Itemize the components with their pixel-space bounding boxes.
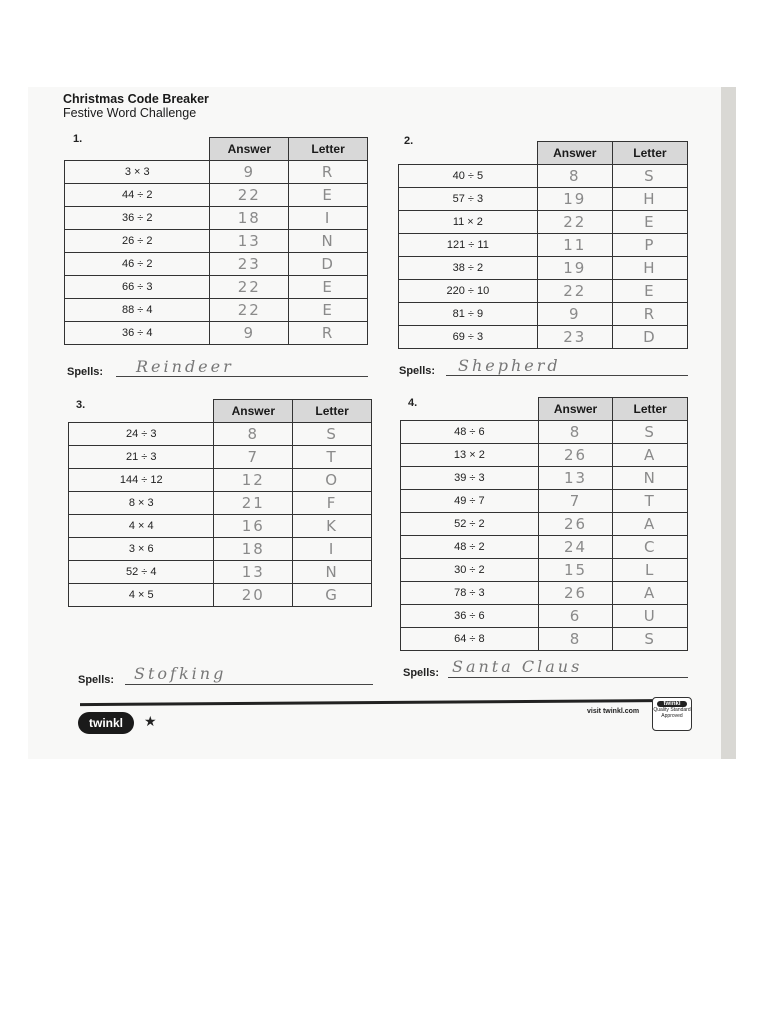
table-row: [399, 165, 688, 188]
letter-cell[interactable]: F: [293, 492, 372, 515]
answer-cell[interactable]: 16: [214, 515, 293, 538]
letter-cell[interactable]: N: [613, 467, 688, 490]
section-number: 3.: [76, 399, 86, 411]
sum-cell: 52 ÷ 2: [401, 513, 539, 536]
answer-cell[interactable]: 26: [538, 582, 613, 605]
code-table: [64, 137, 368, 345]
page-subtitle: Festive Word Challenge: [63, 106, 197, 120]
sum-cell: 30 ÷ 2: [401, 559, 539, 582]
sum-cell: 81 ÷ 9: [399, 303, 538, 326]
letter-cell[interactable]: S: [613, 421, 688, 444]
answer-cell[interactable]: 26: [538, 444, 613, 467]
spells-line: [448, 677, 688, 678]
answer-cell[interactable]: 11: [537, 234, 612, 257]
answer-cell[interactable]: 13: [538, 467, 613, 490]
table-row: [401, 444, 688, 467]
table-row: [65, 322, 368, 345]
sum-cell: 52 ÷ 4: [69, 561, 214, 584]
answer-cell[interactable]: 20: [214, 584, 293, 607]
spells-line: [116, 376, 368, 377]
twinkl-logo: twinkl: [78, 712, 134, 734]
letter-cell[interactable]: L: [613, 559, 688, 582]
table-header: [65, 138, 368, 161]
letter-cell[interactable]: N: [293, 561, 372, 584]
header-blank: [65, 138, 210, 161]
letter-cell[interactable]: D: [289, 253, 368, 276]
table-header: [399, 142, 688, 165]
code-table: [68, 399, 372, 607]
answer-cell[interactable]: 9: [210, 161, 289, 184]
letter-cell[interactable]: T: [293, 446, 372, 469]
spells-line: [125, 684, 373, 685]
header-answer: Answer: [210, 138, 289, 161]
header-blank: [69, 400, 214, 423]
table-row: [401, 628, 688, 651]
table-row: [69, 492, 372, 515]
table-row: [401, 536, 688, 559]
letter-cell[interactable]: R: [289, 322, 368, 345]
letter-cell[interactable]: T: [613, 490, 688, 513]
answer-cell[interactable]: 22: [210, 299, 289, 322]
answer-cell[interactable]: 26: [538, 513, 613, 536]
visit-link[interactable]: visit twinkl.com: [587, 708, 640, 715]
sum-cell: 3 × 3: [65, 161, 210, 184]
answer-cell[interactable]: 13: [214, 561, 293, 584]
spells-answer: Reindeer: [136, 357, 234, 376]
header-answer: Answer: [537, 142, 612, 165]
spells-label: Spells:: [403, 667, 440, 679]
answer-cell[interactable]: 9: [537, 303, 612, 326]
letter-cell[interactable]: E: [289, 299, 368, 322]
letter-cell[interactable]: E: [289, 184, 368, 207]
spells-label: Spells:: [399, 365, 436, 377]
section-number: 2.: [404, 135, 414, 147]
answer-cell[interactable]: 15: [538, 559, 613, 582]
table-row: [69, 423, 372, 446]
letter-cell[interactable]: G: [293, 584, 372, 607]
quality-badge: [652, 697, 692, 731]
letter-cell[interactable]: S: [612, 165, 687, 188]
section-number: 4.: [408, 397, 418, 409]
letter-cell[interactable]: R: [289, 161, 368, 184]
table-row: [399, 188, 688, 211]
letter-cell[interactable]: H: [612, 257, 687, 280]
header-answer: Answer: [214, 400, 293, 423]
header-letter: Letter: [612, 142, 687, 165]
table-row: [65, 207, 368, 230]
table-row: [65, 299, 368, 322]
answer-cell[interactable]: 8: [214, 423, 293, 446]
sum-cell: 36 ÷ 2: [65, 207, 210, 230]
sum-cell: 69 ÷ 3: [399, 326, 538, 349]
letter-cell[interactable]: E: [612, 280, 687, 303]
sum-cell: 38 ÷ 2: [399, 257, 538, 280]
sum-cell: 4 × 5: [69, 584, 214, 607]
table-header: [69, 400, 372, 423]
badge-text: Quality Standard Approved: [653, 707, 691, 719]
answer-cell[interactable]: 19: [537, 188, 612, 211]
worksheet: [28, 87, 721, 759]
table-row: [69, 515, 372, 538]
answer-cell[interactable]: 18: [214, 538, 293, 561]
header-blank: [399, 142, 538, 165]
answer-cell[interactable]: 8: [537, 165, 612, 188]
answer-cell[interactable]: 24: [538, 536, 613, 559]
answer-cell[interactable]: 12: [214, 469, 293, 492]
table-row: [401, 490, 688, 513]
table-row: [65, 161, 368, 184]
table-row: [401, 421, 688, 444]
letter-cell[interactable]: I: [293, 538, 372, 561]
sum-cell: 48 ÷ 2: [401, 536, 539, 559]
answer-cell[interactable]: 6: [538, 605, 613, 628]
answer-cell[interactable]: 21: [214, 492, 293, 515]
answer-cell[interactable]: 7: [214, 446, 293, 469]
table-row: [401, 513, 688, 536]
star-icon: ★: [144, 713, 157, 729]
code-table: [400, 397, 688, 651]
letter-cell[interactable]: U: [613, 605, 688, 628]
header-letter: Letter: [289, 138, 368, 161]
answer-cell[interactable]: 13: [210, 230, 289, 253]
answer-cell[interactable]: 8: [538, 421, 613, 444]
letter-cell[interactable]: E: [289, 276, 368, 299]
letter-cell[interactable]: O: [293, 469, 372, 492]
table-row: [65, 230, 368, 253]
table-row: [65, 253, 368, 276]
sum-cell: 88 ÷ 4: [65, 299, 210, 322]
page-title: Christmas Code Breaker: [63, 92, 209, 106]
letter-cell[interactable]: N: [289, 230, 368, 253]
header-letter: Letter: [613, 398, 688, 421]
sum-cell: 21 ÷ 3: [69, 446, 214, 469]
table-row: [69, 561, 372, 584]
answer-cell[interactable]: 7: [538, 490, 613, 513]
answer-cell[interactable]: 22: [210, 276, 289, 299]
table-row: [401, 582, 688, 605]
letter-cell[interactable]: A: [613, 582, 688, 605]
letter-cell[interactable]: D: [612, 326, 687, 349]
sum-cell: 24 ÷ 3: [69, 423, 214, 446]
sum-cell: 66 ÷ 3: [65, 276, 210, 299]
table-row: [399, 303, 688, 326]
table-header: [401, 398, 688, 421]
spells-line: [446, 375, 688, 376]
sheet-edge: [721, 87, 736, 759]
photo-background: [28, 87, 736, 759]
table-row: [399, 211, 688, 234]
letter-cell[interactable]: A: [613, 513, 688, 536]
letter-cell[interactable]: I: [289, 207, 368, 230]
section-number: 1.: [73, 133, 83, 145]
spells-label: Spells:: [78, 674, 115, 686]
sum-cell: 40 ÷ 5: [399, 165, 538, 188]
table-row: [399, 257, 688, 280]
sum-cell: 48 ÷ 6: [401, 421, 539, 444]
spells-answer: Santa Claus: [452, 657, 583, 676]
table-row: [399, 326, 688, 349]
table-row: [399, 234, 688, 257]
table-row: [69, 538, 372, 561]
header-letter: Letter: [293, 400, 372, 423]
table-row: [69, 446, 372, 469]
spells-label: Spells:: [67, 366, 104, 378]
letter-cell[interactable]: P: [612, 234, 687, 257]
sum-cell: 64 ÷ 8: [401, 628, 539, 651]
table-row: [401, 559, 688, 582]
answer-cell[interactable]: 19: [537, 257, 612, 280]
code-table: [398, 141, 688, 349]
table-row: [69, 469, 372, 492]
sum-cell: 11 × 2: [399, 211, 538, 234]
table-row: [69, 584, 372, 607]
table-row: [401, 467, 688, 490]
sum-cell: 49 ÷ 7: [401, 490, 539, 513]
header-blank: [401, 398, 539, 421]
answer-cell[interactable]: 18: [210, 207, 289, 230]
sum-cell: 4 × 4: [69, 515, 214, 538]
letter-cell[interactable]: R: [612, 303, 687, 326]
sum-cell: 26 ÷ 2: [65, 230, 210, 253]
letter-cell[interactable]: K: [293, 515, 372, 538]
sum-cell: 44 ÷ 2: [65, 184, 210, 207]
letter-cell[interactable]: E: [612, 211, 687, 234]
answer-cell[interactable]: 22: [537, 211, 612, 234]
answer-cell[interactable]: 22: [537, 280, 612, 303]
letter-cell[interactable]: A: [613, 444, 688, 467]
sum-cell: 36 ÷ 6: [401, 605, 539, 628]
sum-cell: 13 × 2: [401, 444, 539, 467]
spells-answer: Shepherd: [458, 356, 561, 375]
letter-cell[interactable]: H: [612, 188, 687, 211]
footer-divider: [80, 699, 688, 706]
sum-cell: 121 ÷ 11: [399, 234, 538, 257]
header-answer: Answer: [538, 398, 613, 421]
table-row: [65, 184, 368, 207]
sum-cell: 220 ÷ 10: [399, 280, 538, 303]
letter-cell[interactable]: C: [613, 536, 688, 559]
sum-cell: 78 ÷ 3: [401, 582, 539, 605]
letter-cell[interactable]: S: [293, 423, 372, 446]
badge-title: twinkl: [657, 701, 687, 707]
sum-cell: 144 ÷ 12: [69, 469, 214, 492]
table-row: [65, 276, 368, 299]
sum-cell: 57 ÷ 3: [399, 188, 538, 211]
spells-answer: Stofking: [134, 664, 227, 683]
answer-cell[interactable]: 9: [210, 322, 289, 345]
sum-cell: 8 × 3: [69, 492, 214, 515]
answer-cell[interactable]: 8: [538, 628, 613, 651]
letter-cell[interactable]: S: [613, 628, 688, 651]
sum-cell: 39 ÷ 3: [401, 467, 539, 490]
sum-cell: 36 ÷ 4: [65, 322, 210, 345]
sum-cell: 46 ÷ 2: [65, 253, 210, 276]
table-row: [399, 280, 688, 303]
answer-cell[interactable]: 22: [210, 184, 289, 207]
sum-cell: 3 × 6: [69, 538, 214, 561]
table-row: [401, 605, 688, 628]
answer-cell[interactable]: 23: [210, 253, 289, 276]
answer-cell[interactable]: 23: [537, 326, 612, 349]
